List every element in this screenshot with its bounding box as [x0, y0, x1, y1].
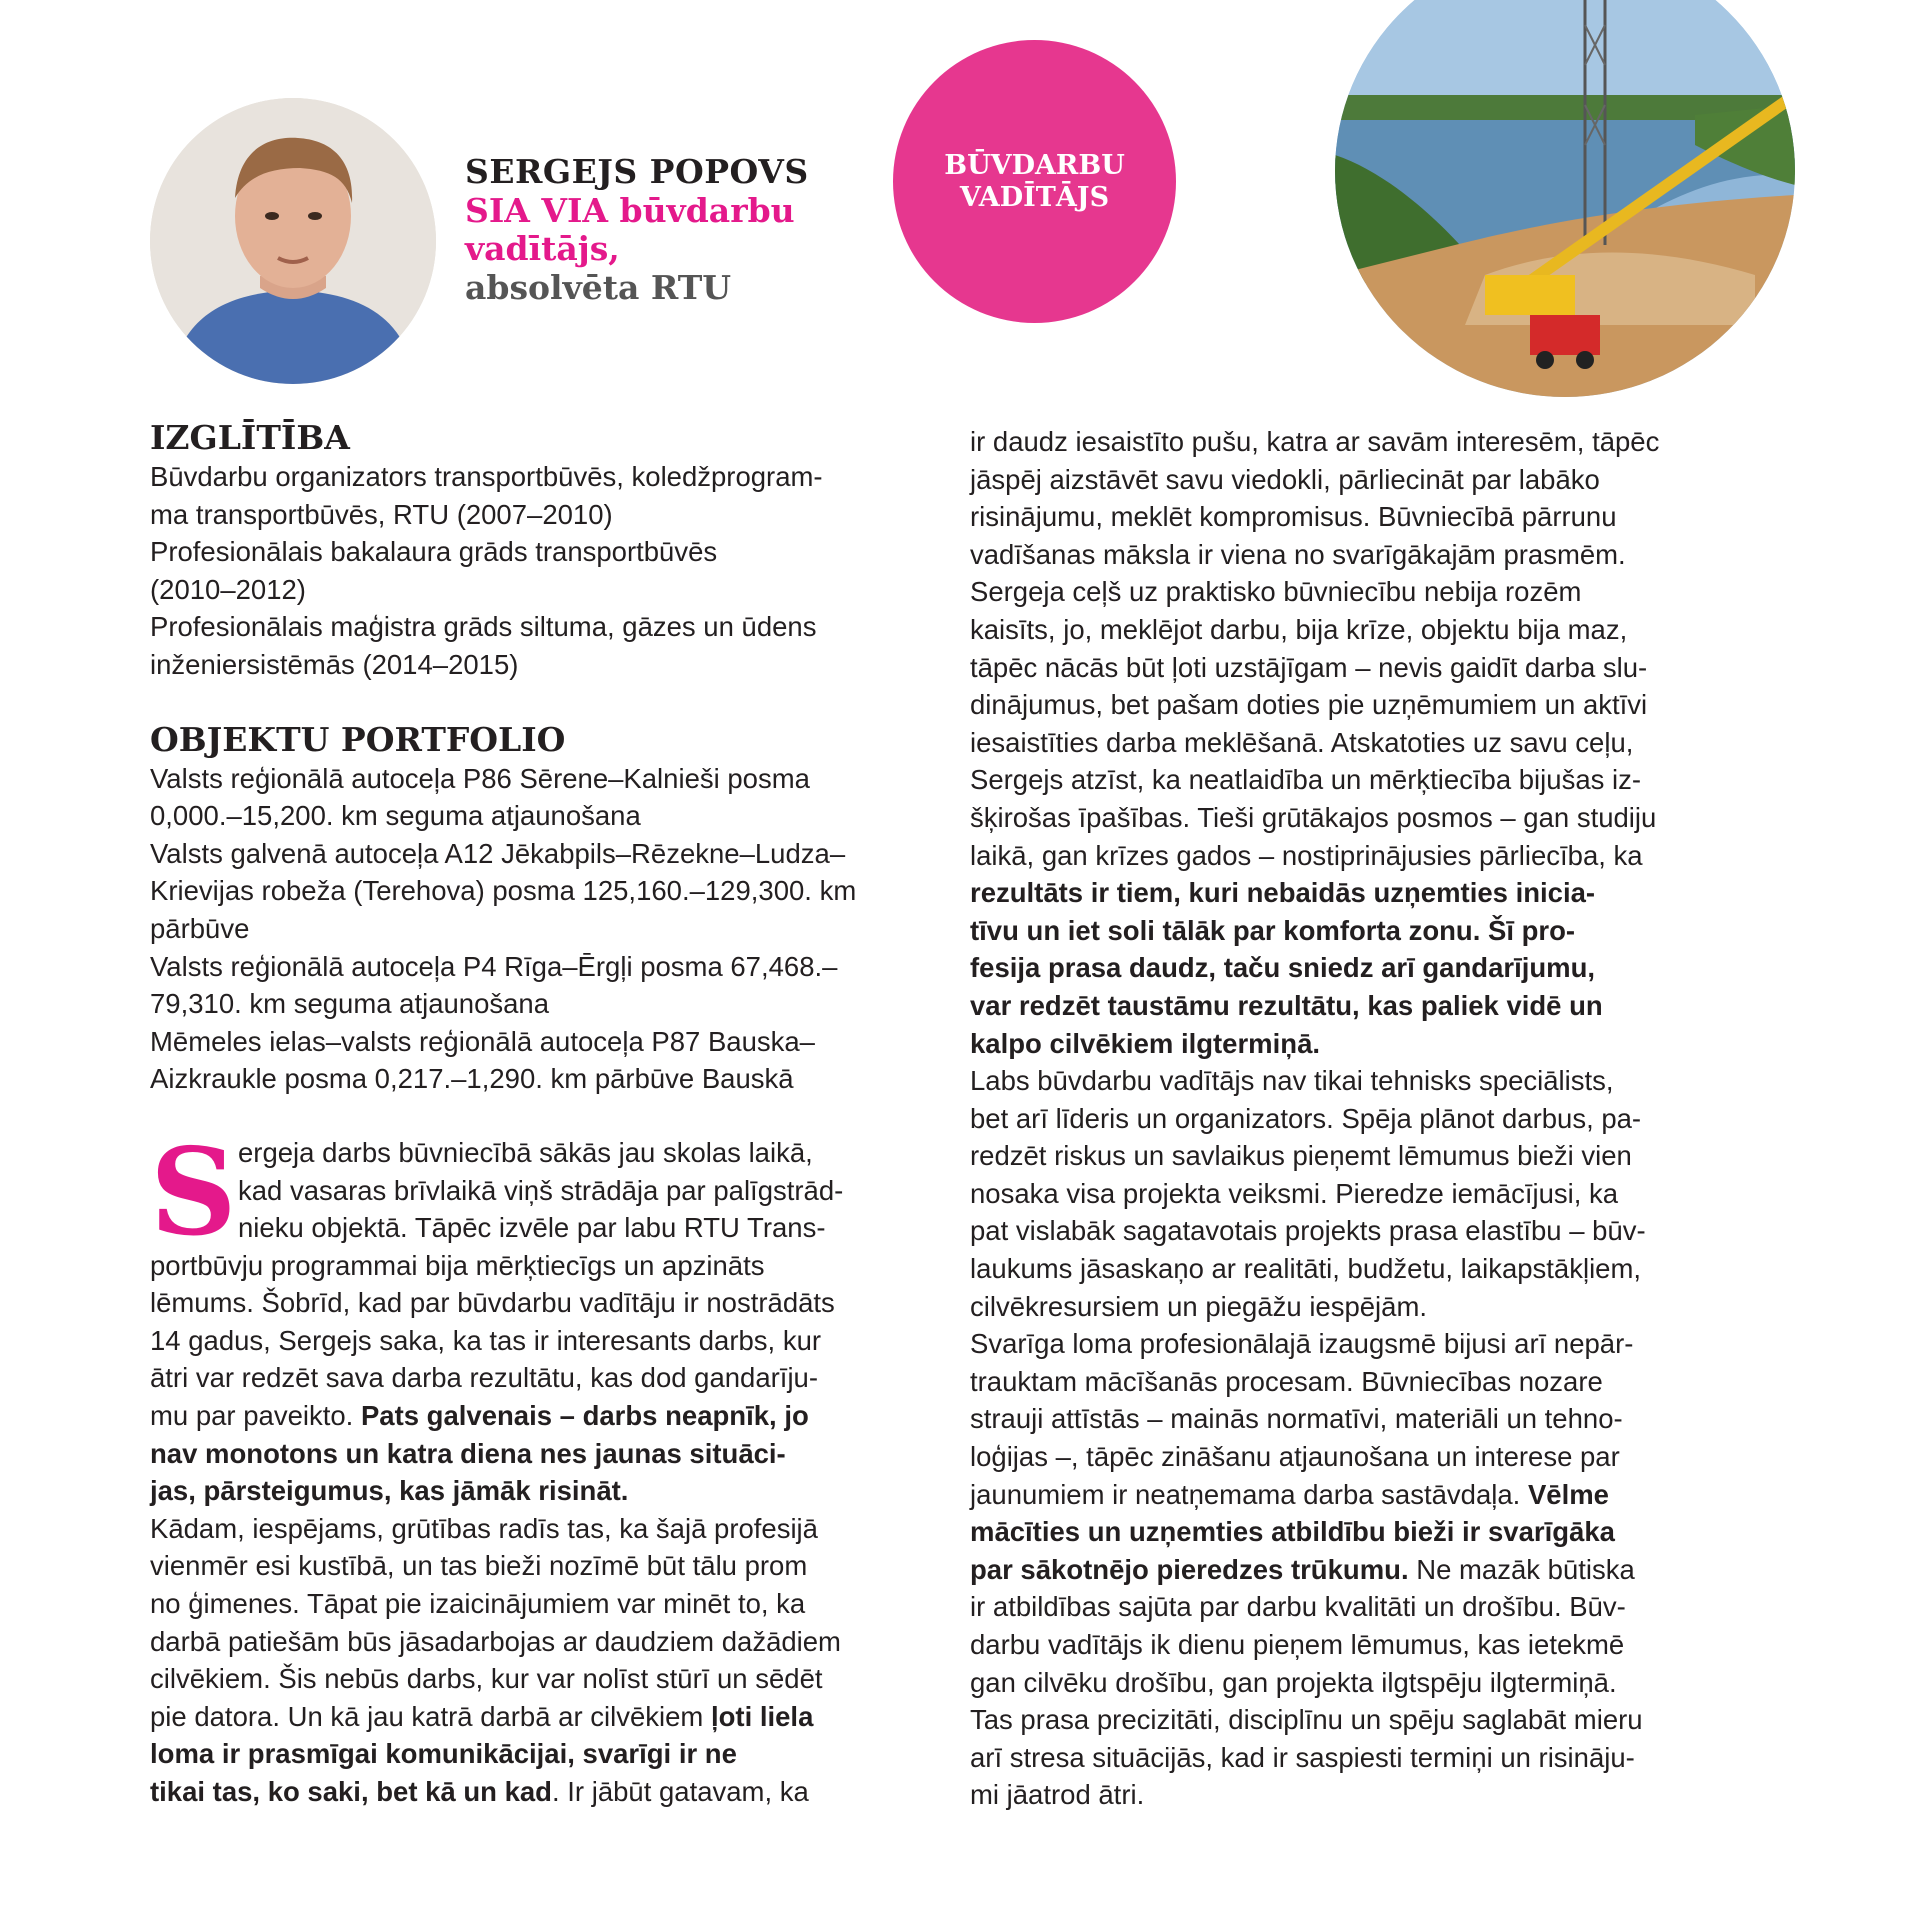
education-list: [150, 458, 930, 684]
article-line: šķirošas īpašības. Tieši grūtākajos posmos – gan studiju: [970, 801, 1657, 833]
article-line: iesaistīties darba meklēšanā. Atskatoties uz savu ceļu,: [970, 726, 1634, 758]
article-text: Ne mazāk būtiska: [1408, 1553, 1635, 1585]
article-line: mi jāatrod ātri.: [970, 1779, 1145, 1811]
person-role-line2: vadītājs,: [465, 229, 620, 268]
article-line: Sergejs atzīst, ka neatlaidība un mērķtiecība bijušas iz-: [970, 764, 1642, 796]
article-bold-line: nav monotons un katra diena nes jaunas situāci-: [150, 1437, 786, 1469]
article-line: Kādam, iespējams, grūtības radīs tas, ka šajā profesijā: [150, 1512, 818, 1544]
construction-site-photo: [1335, 0, 1795, 397]
article-line: laukums jāsaskaņo ar realitāti, budžetu, laikapstākļiem,: [970, 1253, 1642, 1285]
article-line: lēmums. Šobrīd, kad par būvdarbu vadītāju ir nostrādāts: [150, 1287, 835, 1319]
article-line: tāpēc nācās būt ļoti uzstājīgam – nevis gaidīt darba slu-: [970, 651, 1648, 683]
profession-badge: [893, 40, 1176, 323]
article-line: 14 gadus, Sergejs saka, ka tas ir interesants darbs, kur: [150, 1324, 822, 1356]
person-name-block: [465, 152, 809, 308]
portfolio-line: Aizkraukle posma 0,217.–1,290. km pārbūve Bauskā: [150, 1063, 794, 1095]
article-bold-text: ļoti liela: [710, 1700, 814, 1732]
article-bold-line: rezultāts ir tiem, kuri nebaidās uzņemties inicia-: [970, 877, 1596, 909]
portfolio-line: pārbūve: [150, 912, 250, 944]
portfolio-line: 0,000.–15,200. km seguma atjaunošana: [150, 800, 641, 832]
article-line: no ģimenes. Tāpat pie izaicinājumiem var minēt to, ka: [150, 1588, 806, 1620]
portfolio-line: Valsts reģionālā autoceļa P4 Rīga–Ērgļi posma 67,468.–: [150, 950, 838, 982]
article-line: darbā patiešām būs jāsadarbojas ar daudziem dažādiem: [150, 1625, 841, 1657]
article-bold-line: var redzēt taustāmu rezultātu, kas paliek vidē un: [970, 989, 1603, 1021]
person-name: SERGEJS POPOVS: [465, 152, 809, 191]
article-line: cilvēkiem. Šis nebūs darbs, kur var nolīst stūrī un sēdēt: [150, 1663, 823, 1695]
article-line: strauji attīstās – mainās normatīvi, materiāli un tehno-: [970, 1403, 1623, 1435]
left-column: [150, 418, 930, 1811]
portrait-illustration: [150, 98, 436, 384]
article-line: loģijas –, tāpēc zināšanu atjaunošana un interese par: [970, 1441, 1620, 1473]
article-line: redzēt riskus un savlaikus pieņemt lēmumus bieži vien: [970, 1140, 1632, 1172]
article-bold-text: par sākotnējo pieredzes trūkumu.: [970, 1553, 1409, 1585]
education-line: inženiersistēmās (2014–2015): [150, 648, 519, 680]
badge-line2: VADĪTĀJS: [959, 181, 1110, 213]
article-line: [150, 1397, 930, 1435]
education-line: (2010–2012): [150, 573, 306, 605]
article-line: gan cilvēku drošību, gan projekta ilgtspēju ilgtermiņā.: [970, 1666, 1617, 1698]
article-left: [150, 1121, 930, 1811]
article-line: laikā, gan krīzes gados – nostiprinājusies pārliecība, ka: [970, 839, 1643, 871]
portrait-photo: [150, 98, 436, 384]
education-line: Būvdarbu organizators transportbūvēs, koledžprogram-: [150, 461, 823, 492]
construction-site-illustration: [1335, 0, 1795, 397]
article-line: ergeja darbs būvniecībā sākās jau skolas laikā,: [238, 1136, 813, 1168]
article-text: . Ir jābūt gatavam, ka: [551, 1776, 809, 1807]
article-line: pat vislabāk sagatavotais projekts prasa elastību – būv-: [970, 1215, 1646, 1247]
article-text: mu par paveikto.: [150, 1400, 361, 1432]
article-line: vadīšanas māksla ir viena no svarīgākajām prasmēm.: [970, 538, 1626, 570]
article-line: nieku objektā. Tāpēc izvēle par labu RTU Trans-: [238, 1212, 826, 1244]
portfolio-line: Valsts galvenā autoceļa A12 Jēkabpils–Rēzekne–Ludza–: [150, 837, 846, 869]
portfolio-line: 79,310. km seguma atjaunošana: [150, 988, 550, 1020]
portfolio-list: [150, 760, 930, 1098]
article-bold-line: mācīties un uzņemties atbildību bieži ir svarīgāka: [970, 1516, 1615, 1548]
article-line: ātri var redzēt sava darba rezultātu, kas dod gandarīju-: [150, 1362, 819, 1394]
article-line: Tas prasa precizitāti, disciplīnu un spēju saglabāt mieru: [970, 1704, 1643, 1736]
person-role-line1: SIA VIA būvdarbu: [465, 191, 795, 230]
article-line: ir daudz iesaistīto pušu, katra ar savām interesēm, tāpēc: [970, 426, 1660, 457]
article-line: risinājumu, meklēt kompromisus. Būvniecībā pārrunu: [970, 501, 1617, 533]
article-line: Labs būvdarbu vadītājs nav tikai tehnisks speciālists,: [970, 1065, 1614, 1097]
article-line: trauktam mācīšanās procesam. Būvniecības nozare: [970, 1365, 1603, 1397]
article-line: [150, 1773, 930, 1811]
education-heading: IZGLĪTĪBA: [150, 418, 350, 457]
portfolio-line: Krievijas robeža (Terehova) posma 125,160.–129,300. km: [150, 875, 857, 907]
article-line: arī stresa situācijās, kad ir saspiesti termiņi un risināju-: [970, 1741, 1635, 1773]
portfolio-heading: OBJEKTU PORTFOLIO: [150, 719, 566, 759]
article-line: ir atbildības sajūta par darbu kvalitāti un drošību. Būv-: [970, 1591, 1626, 1623]
article-bold-text: Pats galvenais – darbs neapnīk, jo: [360, 1400, 809, 1432]
article-line: Sergeja ceļš uz praktisko būvniecību nebija rozēm: [970, 576, 1582, 608]
education-line: Profesionālais bakalaura grāds transportbūvēs: [150, 536, 718, 568]
article-line: cilvēkresursiem un piegāžu iespējām.: [970, 1290, 1428, 1322]
article-line: [970, 1551, 1770, 1589]
right-column: [970, 423, 1770, 1814]
person-alumni: absolvēta RTU: [465, 268, 732, 307]
article-line: bet arī līderis un organizators. Spēja plānot darbus, pa-: [970, 1102, 1642, 1134]
article-line: [150, 1698, 930, 1736]
article-line: nosaka visa projekta veiksmi. Pieredze iemācījusi, ka: [970, 1177, 1619, 1209]
article-line: darbu vadītājs ik dienu pieņem lēmumus, kas ietekmē: [970, 1629, 1625, 1660]
education-line: Profesionālais maģistra grāds siltuma, gāzes un ūdens: [150, 611, 817, 643]
badge-line1: BŪVDARBU: [944, 149, 1125, 181]
education-line: ma transportbūvēs, RTU (2007–2010): [150, 498, 613, 530]
article-text: jaunumiem ir neatņemama darba sastāvdaļa.: [970, 1478, 1528, 1510]
article-bold-line: tīvu un iet soli tālāk par komforta zonu. Šī pro-: [970, 914, 1576, 946]
article-line: kad vasaras brīvlaikā viņš strādāja par palīgstrād-: [238, 1174, 844, 1206]
portfolio-line: Mēmeles ielas–valsts reģionālā autoceļa P87 Bauska–: [150, 1025, 815, 1057]
article-line: Svarīga loma profesionālajā izaugsmē bijusi arī nepār-: [970, 1328, 1634, 1360]
article-line: [970, 1476, 1770, 1514]
article-line: portbūvju programmai bija mērķtiecīgs un apzināts: [150, 1249, 765, 1281]
article-line: jāspēj aizstāvēt savu viedokli, pārliecināt par labāko: [970, 463, 1600, 495]
article-text: pie datora. Un kā jau katrā darbā ar cilvēkiem: [150, 1700, 711, 1732]
portfolio-line: Valsts reģionālā autoceļa P86 Sērene–Kalnieši posma: [150, 762, 810, 794]
article-line: kaisīts, jo, meklējot darbu, bija krīze, objektu bija maz,: [970, 613, 1628, 645]
article-bold-text: tikai tas, ko saki, bet kā un kad: [150, 1776, 552, 1807]
article-bold-line: kalpo cilvēkiem ilgtermiņā.: [970, 1027, 1321, 1059]
article-line: vienmēr esi kustībā, un tas bieži nozīmē būt tālu prom: [150, 1550, 808, 1582]
article-bold-line: loma ir prasmīgai komunikācijai, svarīgi ir ne: [150, 1738, 737, 1770]
article-bold-line: fesija prasa daudz, taču sniedz arī gandarījumu,: [970, 952, 1596, 984]
article-bold-text: Vēlme: [1527, 1478, 1609, 1510]
article-bold-line: jas, pārsteigumus, kas jāmāk risināt.: [150, 1475, 629, 1507]
drop-cap: S: [150, 1121, 237, 1263]
article-line: dinājumus, bet pašam doties pie uzņēmumiem un aktīvi: [970, 689, 1648, 721]
